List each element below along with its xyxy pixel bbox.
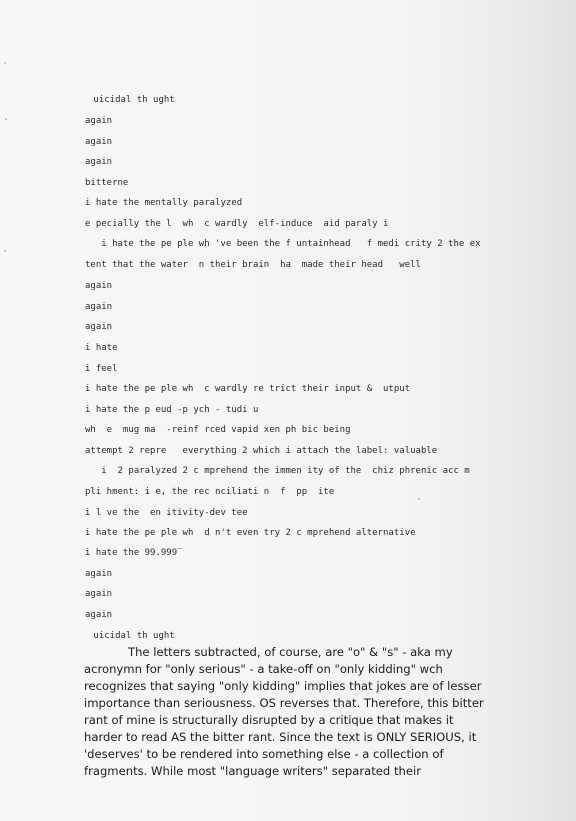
poem-line: bitterne (85, 178, 129, 188)
poem-line: again (85, 116, 113, 126)
poem-line: i hate the pe ple wh d n't even try 2 c mprehend alternative (85, 528, 416, 538)
poem-line: again (85, 137, 113, 147)
poem-line: i hate the pe ple wh c wardly re trict their input & utput (85, 384, 411, 394)
poem-line: again (85, 157, 113, 167)
poem-line: again (85, 610, 113, 620)
poem-line: wh e mug ma -reinf rced vapid xen ph bic being (85, 425, 351, 435)
commentary-paragraph: The letters subtracted, of course, are "o" & "s" - aka my acronymn for "only serious" - a take-off on "only kidding" wch recognizes that saying "only kidding" implies that jokes are of lesser importance than seriousness. OS reverses that. Therefore, this bitter rant of mine is structurally disrupted by a critique that makes it harder to read AS the bitter rant. Since the text is ONLY SERIOUS, it 'deserves' to be rendered into something else - a collection of fragments. While most "language writers" separated their (84, 645, 484, 778)
poem-line: pli hment: i e, the rec nciliati n f pp ite (85, 487, 335, 497)
scan-speck (4, 62, 6, 64)
scan-speck (5, 118, 7, 120)
scan-speck (418, 498, 420, 500)
poem-line: uicidal th ught (88, 95, 175, 105)
poem-line: i hate the mentally paralyzed (85, 198, 243, 208)
poem-line: uicidal th ught (88, 631, 175, 641)
poem-line: i hate the pe ple wh 've been the f untainhead f medi crity 2 the ex (85, 239, 481, 249)
poem-line: i hate the 99.999̅ (85, 548, 178, 558)
poem-line: again (85, 569, 113, 579)
poem-line: attempt 2 repre everything 2 which i attach the label: valuable (85, 446, 438, 456)
commentary-block (84, 644, 494, 780)
poem-line: i feel (85, 364, 118, 374)
poem-line: i hate (85, 343, 118, 353)
poem-line: again (85, 302, 113, 312)
poem-line: i l ve the en itivity-dev tee (85, 508, 248, 518)
scan-speck (4, 250, 6, 252)
poem-line: again (85, 281, 113, 291)
poem-line: i 2 paralyzed 2 c mprehend the immen ity of the chiz phrenic acc m (85, 466, 470, 476)
poem-line: again (85, 322, 113, 332)
poem-line: tent that the water n their brain ha made their head well (85, 260, 421, 270)
poem-line: i hate the p eud -p ych - tudi u (85, 405, 259, 415)
poem-line: e pecially the l wh c wardly elf-induce aid paraly i (85, 219, 389, 229)
poem-line: again (85, 589, 113, 599)
